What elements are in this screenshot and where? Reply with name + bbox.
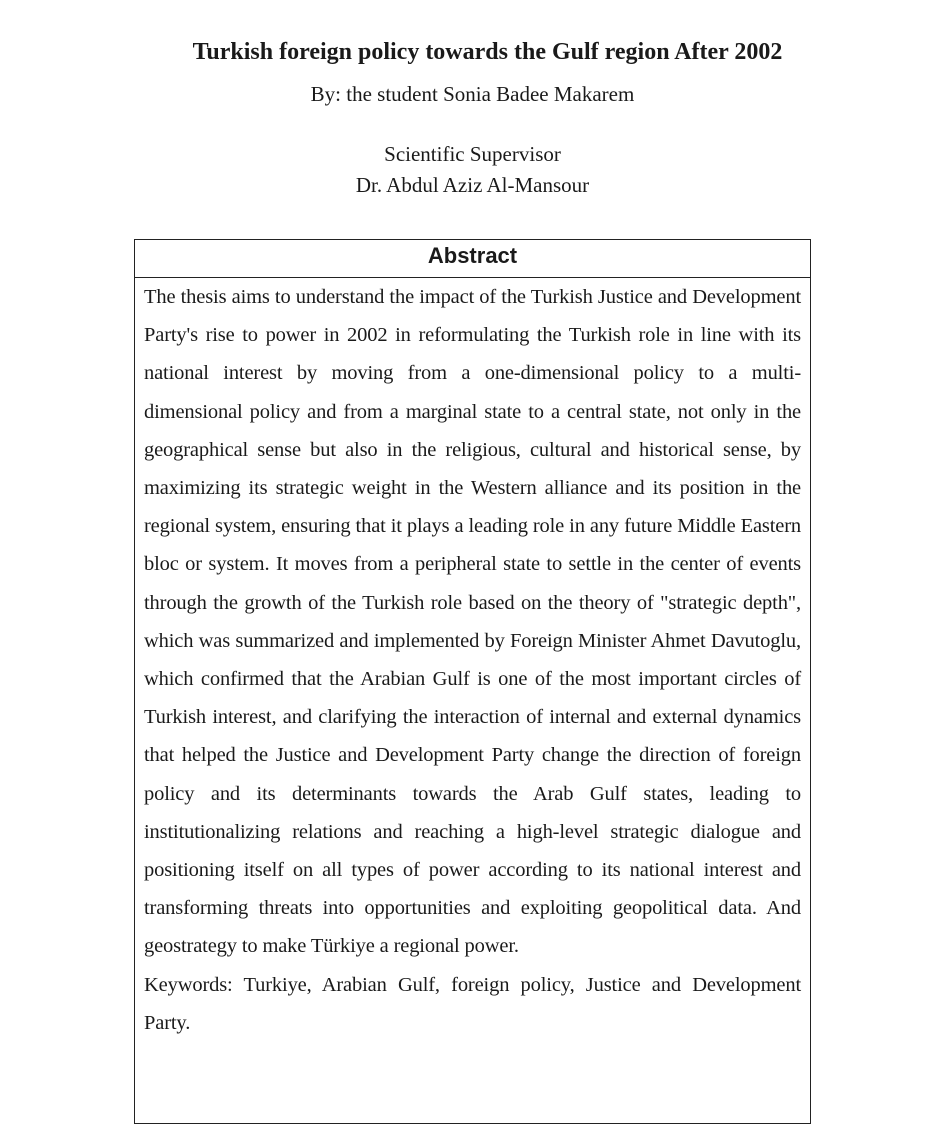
- author-byline: By: the student Sonia Badee Makarem: [310, 82, 635, 106]
- supervisor-role: Scientific Supervisor: [384, 142, 561, 166]
- document-title: Turkish foreign policy towards the Gulf region After 2002: [192, 39, 783, 65]
- abstract-heading: Abstract: [135, 240, 810, 278]
- abstract-keywords: Keywords: Turkiye, Arabian Gulf, foreign policy, Justice and Development Party.: [144, 973, 801, 1034]
- supervisor-name: Dr. Abdul Aziz Al-Mansour: [355, 173, 590, 197]
- abstract-box: [134, 239, 811, 1124]
- abstract-body: The thesis aims to understand the impact of the Turkish Justice and Development Party's rise to power in 2002 in reformulating the Turkish role in line with its national interest by moving from a one-dimensional policy to a multi-dimensional policy and from a marginal state to a central state, not only in the geographical sense but also in the religious, cultural and historical sense, by maximizing its strategic weight in the Western alliance and its position in the regional system, ensuring that it plays a leading role in any future Middle Eastern bloc or system. It moves from a peripheral state to settle in the center of events through the growth of the Turkish role based on the theory of "strategic depth", which was summarized and implemented by Foreign Minister Ahmet Davutoglu, which confirmed that the Arabian Gulf is one of the most important circles of Turkish interest, and clarifying the interaction of internal and external dynamics that helped the Justice and Development Party change the direction of foreign policy and its determinants towards the Arab Gulf states, leading to institutionalizing relations and reaching a high-level strategic dialogue and positioning itself on all types of power according to its national interest and transforming threats into opportunities and exploiting geopolitical data. And geostrategy to make Türkiye a regional power.: [144, 286, 801, 958]
- supervisor-block: [0, 139, 945, 201]
